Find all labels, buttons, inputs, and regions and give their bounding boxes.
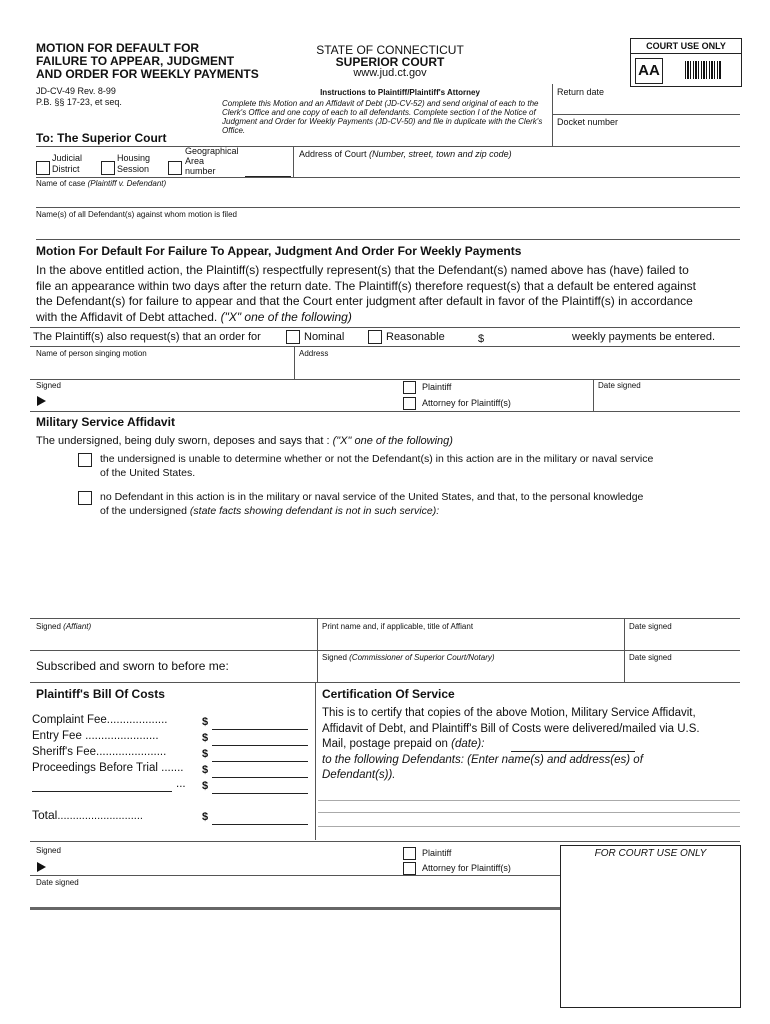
court-address-text: Address of Court [299, 149, 367, 159]
option1-line-2: of the United States. [100, 467, 196, 479]
military-intro-text: The undersigned, being duly sworn, deposes and says that : [36, 435, 330, 447]
entry-fee-dollar: $ [202, 732, 209, 744]
footer-bottom-line [30, 907, 560, 910]
payment-dollar-sign: $ [478, 333, 485, 345]
cert-line-c [318, 826, 740, 827]
military-intro [36, 435, 453, 447]
person-address-field[interactable] [298, 360, 740, 378]
print-name-label: Print name and, if applicable, title of Affiant [322, 622, 474, 631]
instructions-text: Complete this Motion and an Affidavit of Debt (JD-CV-52) and send original of each to the Clerk's Office and one copy of each to all defendants. Complete section I of the Notice of Judgment and Order for Weekly Payments (JD-CV-50) and file in duplicate with the Clerk's Office. [222, 99, 543, 135]
title-line-3: AND ORDER FOR WEEKLY PAYMENTS [36, 67, 259, 81]
option1-line-1: the undersigned is unable to determine whether or not the Defendant(s) in this action are in the military or naval service [100, 453, 654, 465]
costs-heading: Plaintiff's Bill Of Costs [36, 687, 165, 701]
other-cost-field[interactable] [212, 793, 308, 794]
return-date-line [552, 114, 740, 115]
total-row [32, 808, 143, 822]
person-label: Name of person singing motion [36, 349, 147, 358]
to-court-label: To: The Superior Court [36, 131, 167, 145]
affiant-signed-label [36, 622, 91, 631]
nominal-label: Nominal [304, 331, 345, 343]
motion-attorney-checkbox[interactable] [403, 397, 416, 410]
cert-line-2: Affidavit of Debt, and Plaintiff's Bill of Costs were delivered/mailed via U.S. [322, 722, 700, 735]
motion-bottom-line [30, 411, 740, 412]
notary-date-label: Date signed [629, 653, 672, 662]
affiant-top-line [30, 618, 740, 619]
option1-text [100, 452, 653, 480]
geo-line-1: Geographical [185, 146, 239, 156]
docket-label: Docket number [557, 117, 619, 127]
nominal-checkbox[interactable] [286, 330, 300, 344]
cert-italic-2: Defendant(s)). [322, 769, 396, 781]
court-address-hint: (Number, street, town and zip code) [369, 149, 512, 159]
cost-row-entry [32, 730, 159, 742]
military-intro-italic: ("X" one of the following) [332, 435, 453, 447]
court-use-label: COURT USE ONLY [631, 39, 741, 54]
footer-attorney-label: Attorney for Plaintiff(s) [422, 863, 511, 873]
website: www.jud.ct.gov [353, 67, 427, 79]
affiant-signature-field[interactable] [36, 633, 314, 649]
motion-line-4-text: with the Affidavit of Debt attached. [36, 309, 218, 324]
form-id: JD-CV-49 Rev. 8-99 [36, 86, 116, 96]
geo-line-2: Area [185, 156, 205, 166]
notary-top-line [30, 650, 740, 651]
footer-mid-line [30, 875, 560, 876]
service-facts-field[interactable] [100, 520, 740, 615]
court-address-divider [293, 146, 294, 177]
motion-line-2: file an appearance within two days after the return date. The Plaintiff(s) therefore request(s) that a default be entered against [36, 278, 696, 293]
footer-attorney-checkbox[interactable] [403, 862, 416, 875]
court-address-field[interactable] [296, 160, 740, 176]
housing-session-checkbox[interactable] [101, 161, 115, 175]
return-date-label: Return date [557, 87, 605, 97]
case-name-label [36, 179, 166, 188]
motion-line-1: In the above entitled action, the Plaintiff(s) respectfully represent(s) that the Defendant(s) named above has (have) failed to [36, 263, 689, 277]
motion-attorney-label: Attorney for Plaintiff(s) [422, 398, 511, 408]
sheriff-fee-dollar: $ [202, 748, 209, 760]
complaint-fee-field[interactable] [212, 729, 308, 730]
affiant-signed-hint: (Affiant) [63, 622, 92, 631]
affiant-date-label: Date signed [629, 622, 672, 631]
proceedings-label: Proceedings Before Trial [32, 762, 158, 774]
code-box [635, 58, 663, 84]
motion-heading: Motion For Default For Failure To Appear, Judgment And Order For Weekly Payments [36, 244, 522, 258]
docket-field[interactable] [553, 127, 740, 145]
cert-italic-1: to the following Defendants: (Enter name(s) and address(es) of [322, 753, 643, 766]
other-cost-dollar: $ [202, 780, 209, 792]
footer-court-use-label: FOR COURT USE ONLY [594, 848, 707, 859]
judicial-line-2: District [52, 164, 80, 174]
footer-date-label: Date signed [36, 878, 79, 887]
total-dots: ............................ [57, 810, 143, 822]
complaint-fee-label: Complaint Fee [32, 714, 107, 726]
footer-top-line [30, 841, 740, 842]
proceedings-dollar: $ [202, 764, 209, 776]
total-label: Total [32, 808, 58, 822]
notary-signed-text: Signed [322, 653, 347, 662]
case-name-text: Name of case [36, 179, 86, 188]
other-cost-dots: ... [176, 778, 186, 790]
motion-top-line [36, 239, 740, 240]
affiant-divider-1 [317, 618, 318, 650]
footer-signed-label: Signed [36, 846, 61, 855]
cert-line-b [318, 812, 740, 813]
footer-plaintiff-checkbox[interactable] [403, 847, 416, 860]
instructions-title: Instructions to Plaintiff/Plaintiff's Attorney [320, 88, 480, 97]
other-cost-label-field[interactable] [32, 791, 172, 792]
signed-label: Signed [36, 381, 61, 390]
signed-line [30, 379, 740, 380]
judicial-line-1: Judicial [52, 153, 83, 163]
motion-line-4 [36, 310, 746, 326]
person-name-field[interactable] [36, 360, 292, 378]
costs-divider [315, 682, 316, 840]
option2-line-2-text: of the undersigned [100, 505, 187, 517]
court-address-label [299, 149, 512, 159]
entry-fee-label: Entry Fee [32, 730, 82, 742]
court-use-box [630, 38, 742, 87]
notary-date-field[interactable] [627, 664, 740, 681]
motion-body [36, 263, 746, 325]
housing-line-2: Session [117, 164, 150, 174]
cert-line-3-text: Mail, postage prepaid on [322, 738, 448, 750]
motion-date-divider [593, 379, 594, 411]
proceedings-dots: ....... [161, 762, 184, 774]
motion-date-field[interactable] [596, 392, 740, 410]
motion-plaintiff-checkbox[interactable] [403, 381, 416, 394]
judicial-label [52, 153, 82, 175]
court-section-line [36, 146, 740, 147]
complaint-fee-dollar: $ [202, 716, 209, 728]
cost-row-complaint [32, 714, 168, 726]
costs-top-line [30, 682, 740, 683]
form-code: AA [638, 62, 660, 79]
geo-line-3: number [185, 166, 216, 176]
entry-fee-field[interactable] [212, 745, 308, 746]
reasonable-checkbox[interactable] [368, 330, 382, 344]
person-line [30, 346, 740, 347]
case-name-line [36, 177, 740, 178]
motion-line-3: the Defendant(s) for failure to appear and that the Court enter judgment after default in favor of the Plaintiff(s) in accordance [36, 294, 693, 308]
mail-date-field[interactable] [511, 751, 635, 752]
cost-row-sheriff [32, 746, 166, 758]
footer-sign-arrow-icon [37, 862, 46, 872]
option2-line-2-italic: (state facts showing defendant is not in such service): [189, 505, 440, 517]
defendants-field[interactable] [36, 221, 740, 238]
complaint-fee-dots: ................... [106, 714, 168, 726]
housing-line-1: Housing [117, 153, 151, 163]
defendants-label: Name(s) of all Defendant(s) against whom motion is filed [36, 210, 237, 219]
geo-label [185, 146, 239, 176]
cert-line-a [318, 800, 740, 801]
case-name-hint: (Plaintiff v. Defendant) [87, 179, 167, 188]
entry-fee-dots: ....................... [85, 730, 159, 742]
sheriff-fee-dots: ...................... [96, 746, 167, 758]
motion-plaintiff-label: Plaintiff [422, 382, 452, 392]
return-date-field[interactable] [553, 97, 740, 113]
weekly-text: weekly payments be entered. [572, 331, 716, 343]
no-defendant-checkbox[interactable] [78, 491, 92, 505]
barcode-icon [685, 61, 721, 79]
case-name-field[interactable] [36, 190, 740, 207]
statute: P.B. §§ 17-23, et seq. [36, 97, 122, 107]
option2-text [100, 490, 643, 518]
housing-label [117, 153, 150, 175]
defendants-line [36, 207, 740, 208]
sheriff-fee-field[interactable] [212, 761, 308, 762]
sign-arrow-icon [37, 396, 46, 406]
notary-divider [317, 650, 318, 682]
option2-line-2 [100, 504, 643, 518]
subscribed-label: Subscribed and sworn to before me: [36, 659, 229, 673]
option2-line-1: no Defendant in this action is in the military or naval service of the United States, and that, to the personal knowledge [100, 491, 644, 503]
sheriff-fee-label: Sheriff's Fee [32, 746, 96, 758]
motion-line-4-italic: ("X" one of the following) [220, 309, 352, 324]
affiant-date-field[interactable] [627, 633, 740, 649]
geo-number-field[interactable] [245, 164, 291, 177]
unable-determine-checkbox[interactable] [78, 453, 92, 467]
court-name: SUPERIOR COURT [335, 55, 445, 69]
reasonable-label: Reasonable [386, 331, 445, 343]
military-heading: Military Service Affidavit [36, 415, 175, 429]
motion-date-label: Date signed [598, 381, 641, 390]
cost-row-proceedings [32, 762, 184, 774]
motion-signature-field[interactable] [50, 391, 390, 410]
form-title [36, 42, 259, 81]
footer-plaintiff-label: Plaintiff [422, 848, 452, 858]
footer-date-field[interactable] [36, 889, 556, 905]
state-name: STATE OF CONNECTICUT [316, 43, 464, 57]
total-field[interactable] [212, 824, 308, 825]
certification-heading: Certification Of Service [322, 687, 455, 701]
geographical-area-checkbox[interactable] [168, 161, 182, 175]
notary-signature-field[interactable] [320, 664, 622, 681]
notary-signed-hint: (Commissioner of Superior Court/Notary) [349, 653, 495, 662]
request-text: The Plaintiff(s) also request(s) that an order for [33, 331, 261, 343]
judicial-district-checkbox[interactable] [36, 161, 50, 175]
cert-date-hint: (date): [451, 738, 485, 750]
request-line [30, 327, 740, 328]
affiant-signed-text: Signed [36, 622, 61, 631]
footer-signature-field[interactable] [50, 856, 390, 874]
person-divider [294, 346, 295, 379]
person-address-label: Address [299, 349, 329, 358]
certification-body [322, 706, 742, 784]
affiant-print-name-field[interactable] [320, 633, 622, 649]
title-line-2: FAILURE TO APPEAR, JUDGMENT [36, 54, 235, 68]
notary-signed-label [322, 653, 495, 662]
footer-court-use-box [560, 845, 741, 1008]
title-line-1: MOTION FOR DEFAULT FOR [36, 41, 200, 55]
total-dollar: $ [202, 811, 209, 823]
proceedings-field[interactable] [212, 777, 308, 778]
cert-line-1: This is to certify that copies of the above Motion, Military Service Affidavit, [322, 707, 696, 719]
